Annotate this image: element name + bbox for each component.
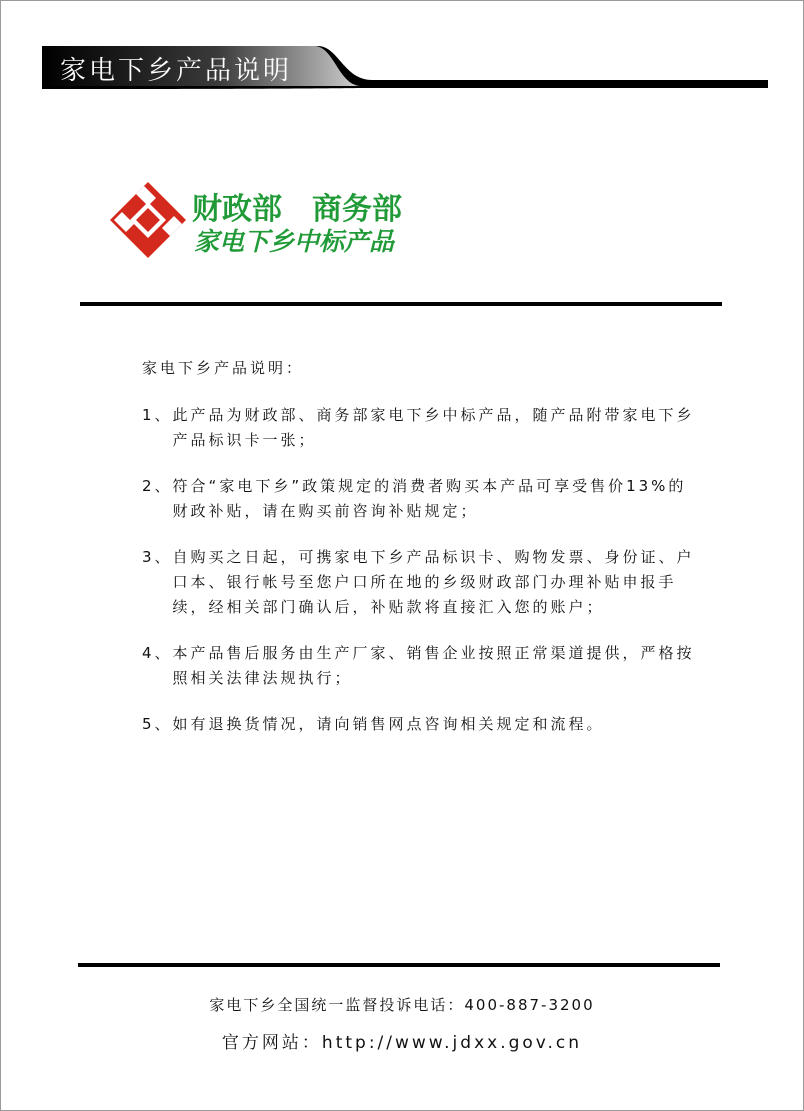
complaint-hotline: 家电下乡全国统一监督投诉电话：400-887-3200 [209,996,595,1014]
list-item-text: 如有退换货情况，请向销售网点咨询相关规定和流程。 [172,715,605,733]
bottom-divider [78,963,720,967]
notes-heading: 家电下乡产品说明： [142,359,305,377]
list-item-number: 4、 [142,644,173,662]
top-divider [80,302,722,306]
logo-ministries-text: 财政部 商务部 [192,192,402,227]
product-notes [142,356,702,758]
list-item [142,474,702,524]
list-item [142,641,702,691]
list-item-text: 此产品为财政部、商务部家电下乡中标产品，随产品附带家电下乡产品标识卡一张； [172,406,695,449]
list-item-number: 2、 [142,477,173,495]
list-item-number: 3、 [142,548,173,566]
logo-diamond-icon [108,180,188,260]
header-title: 家电下乡产品说明 [60,56,293,86]
list-item-text: 自购买之日起，可携家电下乡产品标识卡、购物发票、身份证、户口本、银行帐号至您户口所在地的乡级财政部门办理补贴申报手续，经相关部门确认后，补贴款将直接汇入您的账户； [172,548,695,616]
list-item-number: 1、 [142,406,173,424]
list-item [142,545,702,620]
list-item [142,403,702,453]
official-website: 官方网站：http://www.jdxx.gov.cn [221,1033,583,1053]
list-item-text: 符合“家电下乡”政策规定的消费者购买本产品可享受售价13%的财政补贴，请在购买前咨询补贴规定； [172,477,687,520]
list-item [142,712,702,737]
header-banner [0,0,804,100]
list-item-number: 5、 [142,715,173,733]
logo-tagline-text: 家电下乡中标产品 [194,227,395,256]
list-item-text: 本产品售后服务由生产厂家、销售企业按照正常渠道提供，严格按照相关法律法规执行； [172,644,695,687]
